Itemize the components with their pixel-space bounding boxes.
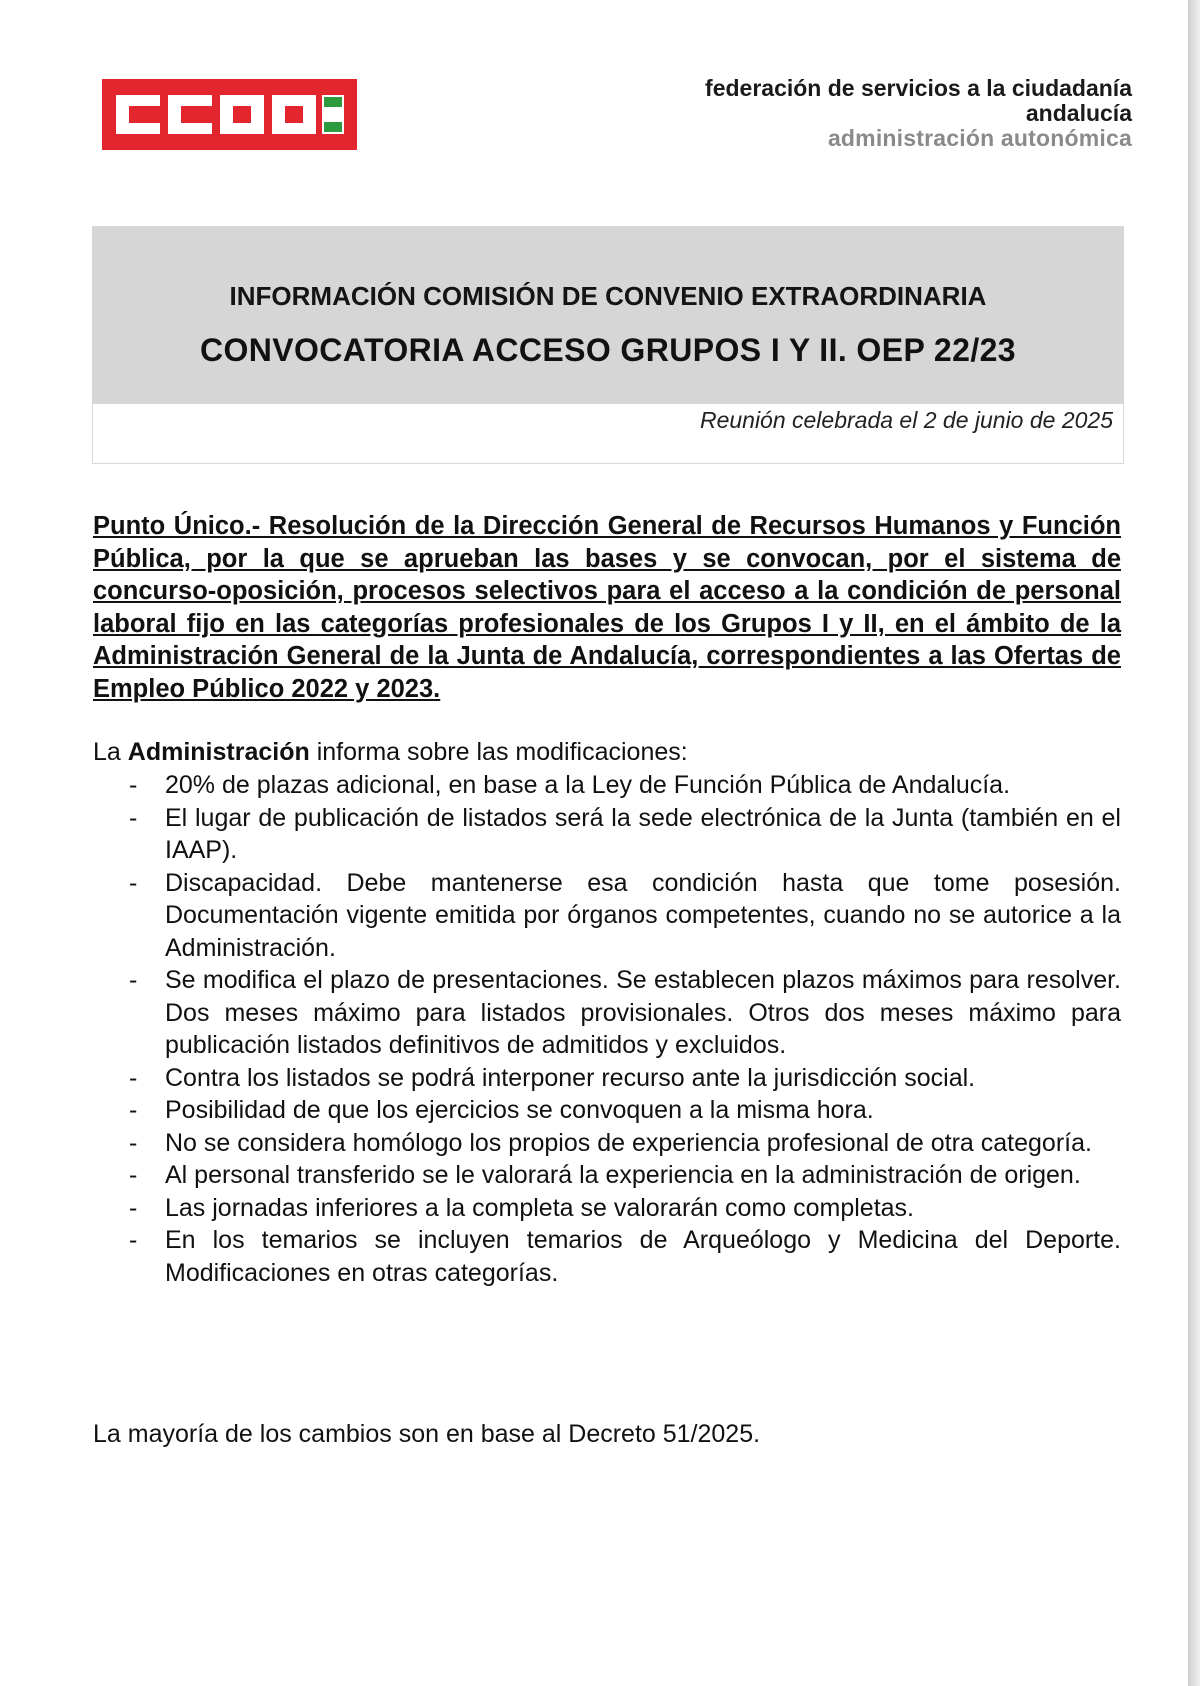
list-item (93, 1159, 1121, 1192)
header-line-administration: administración autonómica (827, 125, 1132, 151)
document-subtitle: INFORMACIÓN COMISIÓN DE CONVENIO EXTRAORDINARIA (229, 281, 987, 311)
list-item (93, 964, 1121, 1062)
bullet-dash: - (129, 803, 138, 832)
title-box-shade (93, 227, 1123, 404)
intro-suffix: informa sobre las modificaciones: (309, 738, 688, 766)
list-item (93, 1094, 1121, 1127)
intro-prefix: La (93, 738, 128, 766)
intro-bold: Administración (127, 738, 310, 766)
list-item-text: Las jornadas inferiores a la completa se valorarán como completas. (165, 1193, 914, 1222)
list-item (93, 769, 1121, 802)
list-item-text: Posibilidad de que los ejercicios se convoquen a la misma hora. (165, 1096, 874, 1124)
modifications-list (93, 769, 1121, 1289)
list-item (93, 1127, 1121, 1160)
meeting-date: Reunión celebrada el 2 de junio de 2025 (699, 407, 1113, 433)
document-title: CONVOCATORIA ACCESO GRUPOS I Y II. OEP 22/23 (199, 332, 1017, 368)
list-item-text: Al personal transferido se le valorará la experiencia en la administración de origen. (165, 1161, 1081, 1189)
bullet-dash: - (129, 1161, 138, 1189)
list-item (93, 802, 1121, 867)
intro-paragraph (93, 736, 1121, 769)
list-item-text: Discapacidad. Debe mantenerse esa condición hasta que tome posesión. Documentación vigente emitida por órganos competentes, cuando no se autorice a la Administración. (165, 868, 1121, 962)
bullet-dash: - (129, 1226, 138, 1254)
agenda-point: Punto Único.- Resolución de la Dirección General de Recursos Humanos y Función Pública, por la que se aprueban las bases y se convocan, por el sistema de concurso-oposición, procesos selectivos para el acceso a la condición de personal laboral fijo en las categorías profesionales de los Grupos I y II, en el ámbito de la Administración General de la Junta de Andalucía, correspondientes a las Ofertas de Empleo Público 2022 y 2023. (93, 512, 1121, 703)
bullet-dash: - (129, 1063, 138, 1092)
federation-header (705, 76, 1132, 151)
ccoo-logo (102, 79, 357, 150)
bullet-dash: - (129, 868, 138, 897)
closing-paragraph: La mayoría de los cambios son en base al Decreto 51/2025. (93, 1420, 761, 1448)
list-item-text: No se considera homólogo los propios de experiencia profesional de otra categoría. (165, 1128, 1092, 1157)
list-item (93, 1192, 1121, 1225)
list-item-text: Se modifica el plazo de presentaciones. Se establecen plazos máximos para resolver. Dos meses máximo para listados provisionales. Otros dos meses máximo para publicación listados definitivos de admitidos y excluidos. (165, 966, 1121, 1059)
list-item (93, 1062, 1121, 1095)
bullet-dash: - (129, 1096, 138, 1124)
list-item (93, 867, 1121, 965)
header-line-region: andalucía (1025, 100, 1132, 126)
header-line-federation: federación de servicios a la ciudadanía (705, 75, 1132, 101)
list-item-text: En los temarios se incluyen temarios de Arqueólogo y Medicina del Deporte. Modificaciones en otras categorías. (165, 1226, 1121, 1287)
bullet-dash: - (129, 771, 138, 799)
list-item (93, 1224, 1121, 1289)
page-edge-shadow (1188, 0, 1200, 1686)
bullet-dash: - (129, 1193, 138, 1222)
list-item-text: El lugar de publicación de listados será la sede electrónica de la Junta (también en el IAAP). (165, 803, 1121, 864)
ccoo-logo-graphic (102, 79, 357, 150)
list-item-text: Contra los listados se podrá interponer recurso ante la jurisdicción social. (165, 1063, 976, 1092)
bullet-dash: - (129, 966, 138, 994)
bullet-dash: - (129, 1128, 138, 1157)
list-item-text: 20% de plazas adicional, en base a la Ley de Función Pública de Andalucía. (165, 771, 1011, 799)
title-box (92, 226, 1124, 464)
